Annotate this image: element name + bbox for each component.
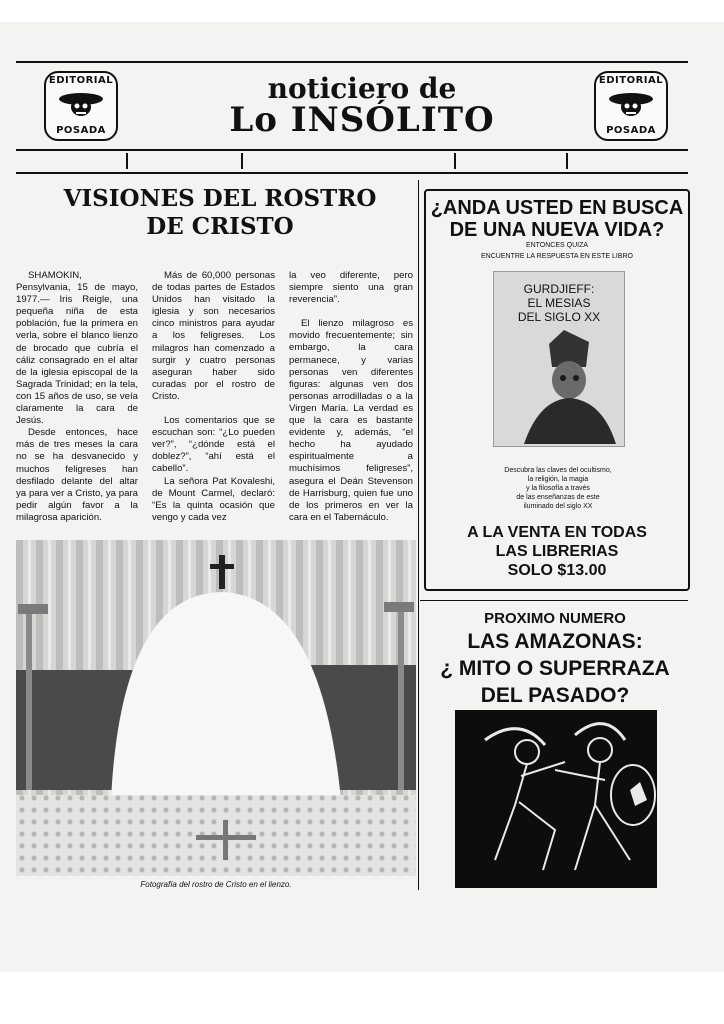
divider-tick xyxy=(454,153,456,169)
article-headline-1: VISIONES DEL ROSTRO xyxy=(63,185,377,212)
next-issue-title-3: DEL PASADO? xyxy=(480,684,630,707)
masthead-rule xyxy=(16,149,688,151)
ad-separator-rule xyxy=(420,600,688,601)
paragraph: Los comentarios que se escuchan son: “¿Lo pueden ver?”, “¿dónde está el doblez?”, “ahí está el cabello”. xyxy=(152,415,275,475)
paragraph: SHAMOKIN, Pensylvania, 15 de mayo, 1977.— Iris Reigle, una pequeña niña de esta población, fue la primera en verla, sobre el blanco lienzo de brocado que cubría el cáliz consagrado en el altar de la iglesia episcopal de la Sagrada Trinidad; en la tela, con 15 años de uso, se veía claramente la cara de Jesús. xyxy=(16,270,138,427)
article-column-1 xyxy=(16,270,138,524)
ad-buy-line-2: LAS LIBRERIAS xyxy=(495,543,619,560)
next-issue-title-1: LAS AMAZONAS: xyxy=(467,630,643,653)
logo-text: EDITORIAL xyxy=(48,75,114,86)
paragraph: El lienzo milagroso es movido frecuentemente; sin embargo, la cara permanece, y varias personas ven diferentes figuras: algunas ven dos personas arrodilladas o a la Virgen María. La verdad es que la cara es bastante evidente y, además, “el hecho ha ayudado espiritualmente a muchísimos feligreses”, asegura el Deán Stevenson de Harrisburg, quien fue uno de los primeros en ver la cara en el Tabernáculo. xyxy=(289,318,413,523)
ad-headline-1: ¿ANDA USTED EN BUSCA xyxy=(430,197,684,219)
paragraph: la veo diferente, pero siempre siento una gran reverencia”. xyxy=(289,270,413,306)
ad-desc-line: y la filosofía a través xyxy=(526,485,590,492)
ad-price: SOLO $13.00 xyxy=(507,562,607,579)
portrait-illustration xyxy=(494,272,624,446)
book-cover xyxy=(493,271,625,447)
divider-tick xyxy=(566,153,568,169)
article-column-3 xyxy=(289,270,413,524)
top-rule xyxy=(16,61,688,63)
paragraph: Desde entonces, hace más de tres meses la cara no se ha desvanecido y muchos feligreses han desfilado delante del altar ya para ver a Cristo, ya para pedir algún favor a la milagrosa aparición. xyxy=(16,427,138,523)
next-issue-label: PROXIMO NUMERO xyxy=(484,610,626,627)
book-title-line: DEL SIGLO XX xyxy=(517,310,601,324)
ad-description xyxy=(486,466,630,511)
ad-subtitle-1: ENTONCES QUIZA xyxy=(525,242,589,249)
masthead-line-1: noticiero de xyxy=(267,72,457,105)
ad-desc-line: de las enseñanzas de este xyxy=(516,494,600,501)
logo-text: EDITORIAL xyxy=(598,75,664,86)
divider-tick xyxy=(241,153,243,169)
ad-subtitle-2: ENCUENTRE LA RESPUESTA EN ESTE LIBRO xyxy=(481,253,633,260)
article-headline-2: DE CRISTO xyxy=(146,213,294,240)
article-column-2 xyxy=(152,270,275,524)
column-rule xyxy=(418,180,419,890)
ad-desc-line: la religión, la magia xyxy=(527,476,589,483)
section-rule xyxy=(16,172,688,174)
ad-desc-line: Descubra las claves del ocultismo, xyxy=(504,467,612,474)
altar-photo xyxy=(16,540,416,876)
logo-text: POSADA xyxy=(606,125,656,136)
amazon-vase-illustration xyxy=(455,710,657,888)
ad-desc-line: iluminado del siglo XX xyxy=(523,503,593,510)
ad-headline-2: DE UNA NUEVA VIDA? xyxy=(449,219,665,241)
paragraph: Más de 60,000 personas de todas partes de Estados Unidos han visitado la iglesia y son necesarios cinco ministros para ayudar a los feligreses. Los milagros han comenzado a surgir y cuatro personas aseguran haber sido curadas por el rostro de Cristo. xyxy=(152,270,275,402)
book-title-line: GURDJIEFF: xyxy=(523,282,595,296)
ad-buy-line-1: A LA VENTA EN TODAS xyxy=(467,524,647,541)
next-issue-title-2: ¿ MITO O SUPERRAZA xyxy=(440,657,670,680)
photo-caption: Fotografía del rostro de Cristo en el lienzo. xyxy=(140,880,292,889)
book-title-line: EL MESIAS xyxy=(527,296,591,310)
masthead-title: Lo INSÓLITO xyxy=(229,100,495,140)
logo-text: POSADA xyxy=(56,125,106,136)
paragraph: La señora Pat Kovaleshi, de Mount Carmel, declaró: “Es la quinta ocasión que vengo y cada vez xyxy=(152,475,275,523)
divider-tick xyxy=(126,153,128,169)
book-advertisement xyxy=(424,189,690,591)
